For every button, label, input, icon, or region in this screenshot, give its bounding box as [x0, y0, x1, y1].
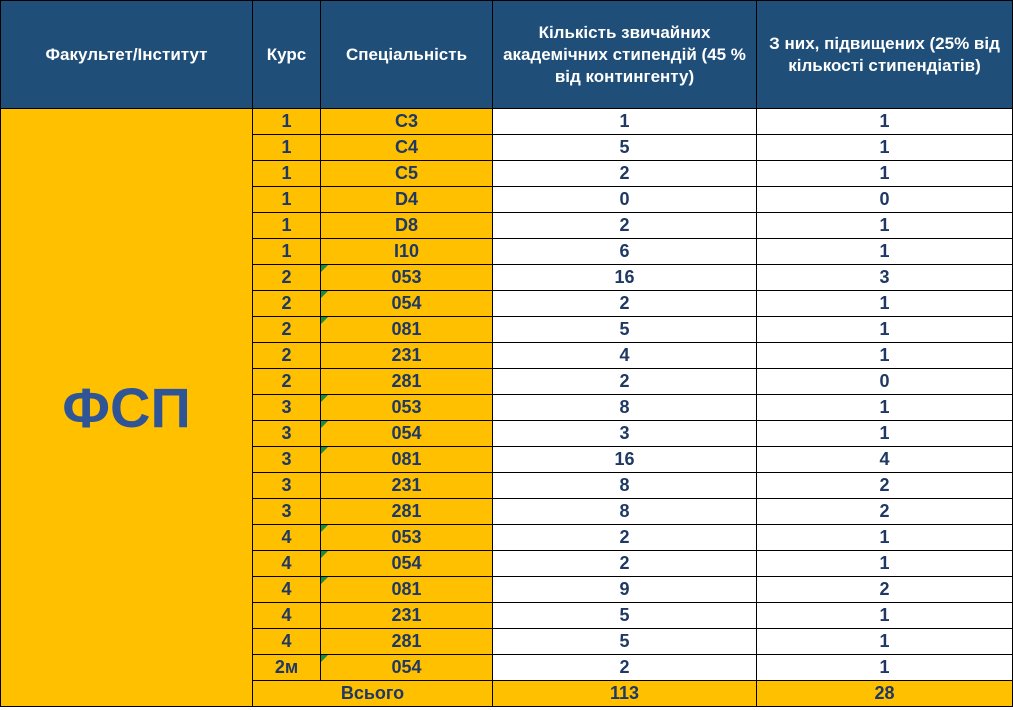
course-cell: 3 [253, 473, 321, 499]
course-cell: 2 [253, 265, 321, 291]
increased-cell: 1 [757, 525, 1013, 551]
specialty-cell: 281 [321, 629, 493, 655]
regular-cell: 4 [493, 343, 757, 369]
specialty-cell: 281 [321, 499, 493, 525]
faculty-name: ФСП [1, 109, 253, 707]
regular-cell: 8 [493, 395, 757, 421]
header-increased: З них, підвищених (25% від кількості стипендіатів) [757, 1, 1013, 109]
course-cell: 2 [253, 317, 321, 343]
specialty-cell: 053 [321, 395, 493, 421]
specialty-cell: 231 [321, 343, 493, 369]
regular-cell: 5 [493, 135, 757, 161]
course-cell: 3 [253, 395, 321, 421]
regular-cell: 2 [493, 655, 757, 681]
increased-cell: 0 [757, 187, 1013, 213]
specialty-cell: 081 [321, 447, 493, 473]
increased-cell: 1 [757, 135, 1013, 161]
regular-cell: 2 [493, 213, 757, 239]
regular-cell: 2 [493, 369, 757, 395]
increased-cell: 1 [757, 551, 1013, 577]
increased-cell: 1 [757, 655, 1013, 681]
specialty-cell: 081 [321, 577, 493, 603]
increased-cell: 2 [757, 473, 1013, 499]
course-cell: 3 [253, 499, 321, 525]
course-cell: 1 [253, 135, 321, 161]
increased-cell: 1 [757, 603, 1013, 629]
increased-cell: 1 [757, 161, 1013, 187]
increased-cell: 1 [757, 317, 1013, 343]
total-regular: 113 [493, 681, 757, 707]
specialty-cell: 231 [321, 473, 493, 499]
regular-cell: 16 [493, 265, 757, 291]
increased-cell: 3 [757, 265, 1013, 291]
header-course: Курс [253, 1, 321, 109]
header-regular: Кількість звичайних академічних стипендій (45 % від контингенту) [493, 1, 757, 109]
regular-cell: 2 [493, 525, 757, 551]
regular-cell: 9 [493, 577, 757, 603]
regular-cell: 6 [493, 239, 757, 265]
increased-cell: 1 [757, 213, 1013, 239]
total-label: Всього [253, 681, 493, 707]
course-cell: 1 [253, 161, 321, 187]
specialty-cell: I10 [321, 239, 493, 265]
course-cell: 1 [253, 109, 321, 135]
specialty-cell: 054 [321, 291, 493, 317]
course-cell: 3 [253, 447, 321, 473]
course-cell: 3 [253, 421, 321, 447]
regular-cell: 8 [493, 473, 757, 499]
specialty-cell: C3 [321, 109, 493, 135]
specialty-cell: 231 [321, 603, 493, 629]
course-cell: 1 [253, 239, 321, 265]
increased-cell: 1 [757, 395, 1013, 421]
course-cell: 2м [253, 655, 321, 681]
regular-cell: 5 [493, 603, 757, 629]
regular-cell: 5 [493, 629, 757, 655]
total-increased: 28 [757, 681, 1013, 707]
increased-cell: 1 [757, 109, 1013, 135]
increased-cell: 1 [757, 629, 1013, 655]
increased-cell: 2 [757, 577, 1013, 603]
course-cell: 1 [253, 187, 321, 213]
course-cell: 4 [253, 551, 321, 577]
increased-cell: 2 [757, 499, 1013, 525]
regular-cell: 16 [493, 447, 757, 473]
specialty-cell: 053 [321, 265, 493, 291]
regular-cell: 5 [493, 317, 757, 343]
increased-cell: 1 [757, 421, 1013, 447]
increased-cell: 0 [757, 369, 1013, 395]
specialty-cell: C4 [321, 135, 493, 161]
specialty-cell: 281 [321, 369, 493, 395]
regular-cell: 3 [493, 421, 757, 447]
specialty-cell: 081 [321, 317, 493, 343]
specialty-cell: 053 [321, 525, 493, 551]
specialty-cell: D8 [321, 213, 493, 239]
regular-cell: 8 [493, 499, 757, 525]
increased-cell: 4 [757, 447, 1013, 473]
regular-cell: 2 [493, 291, 757, 317]
specialty-cell: 054 [321, 551, 493, 577]
table-row [1, 109, 1013, 135]
course-cell: 4 [253, 577, 321, 603]
specialty-cell: C5 [321, 161, 493, 187]
course-cell: 4 [253, 525, 321, 551]
increased-cell: 1 [757, 291, 1013, 317]
regular-cell: 2 [493, 161, 757, 187]
specialty-cell: 054 [321, 421, 493, 447]
course-cell: 2 [253, 343, 321, 369]
header-row [1, 1, 1013, 109]
course-cell: 4 [253, 603, 321, 629]
course-cell: 2 [253, 291, 321, 317]
increased-cell: 1 [757, 239, 1013, 265]
course-cell: 4 [253, 629, 321, 655]
specialty-cell: 054 [321, 655, 493, 681]
specialty-cell: D4 [321, 187, 493, 213]
regular-cell: 0 [493, 187, 757, 213]
course-cell: 1 [253, 213, 321, 239]
regular-cell: 1 [493, 109, 757, 135]
course-cell: 2 [253, 369, 321, 395]
regular-cell: 2 [493, 551, 757, 577]
header-specialty: Спеціальність [321, 1, 493, 109]
header-faculty: Факультет/Інститут [1, 1, 253, 109]
increased-cell: 1 [757, 343, 1013, 369]
